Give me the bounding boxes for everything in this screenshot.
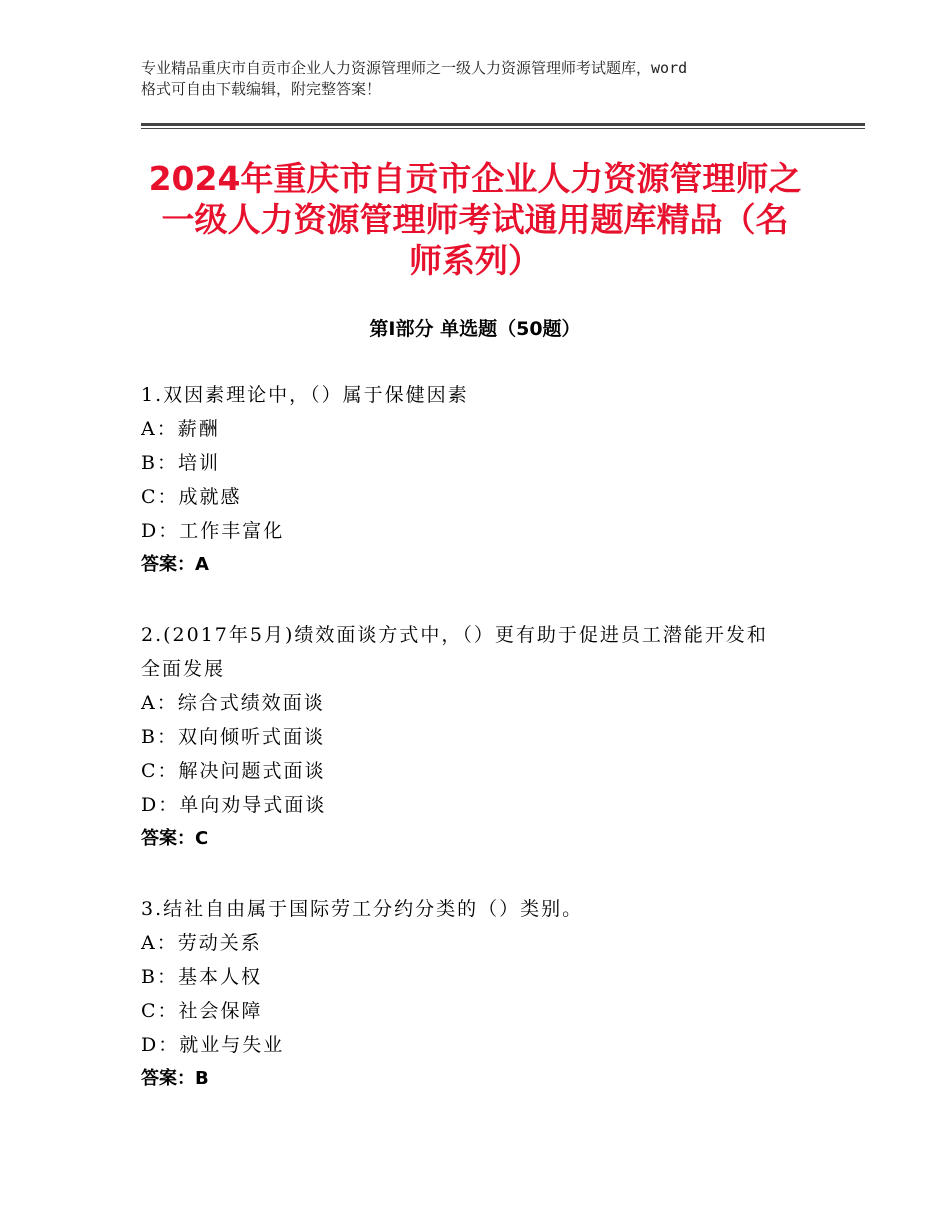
option-c: C：社会保障 [141, 1000, 263, 1022]
option-a: A：劳动关系 [141, 932, 262, 954]
question-stem: 2.(2017年5月)绩效面谈方式中，（）更有助于促进员工潜能开发和 [141, 624, 768, 646]
header-divider-thin [141, 128, 865, 129]
title-line-3: 师系列） [409, 241, 541, 280]
option-c: C：成就感 [141, 486, 242, 508]
option-b: B：双向倾听式面谈 [141, 726, 325, 748]
header-note [141, 58, 821, 100]
question-1 [141, 378, 821, 582]
header-note-line-2: 格式可自由下载编辑，附完整答案！ [141, 80, 382, 98]
option-b: B：基本人权 [141, 966, 262, 988]
header-note-line-1: 专业精品重庆市自贡市企业人力资源管理师之一级人力资源管理师考试题库，word [141, 59, 688, 77]
option-d: D：就业与失业 [141, 1034, 285, 1056]
answer-line: 答案：A [141, 554, 209, 575]
question-list [141, 378, 821, 1132]
section-heading: 第Ⅰ部分 单选题（50题） [369, 318, 581, 340]
document-title [100, 158, 850, 281]
question-2 [141, 618, 821, 856]
answer-line: 答案：B [141, 1068, 209, 1089]
option-c: C：解决问题式面谈 [141, 760, 326, 782]
option-a: A：综合式绩效面谈 [141, 692, 325, 714]
question-3 [141, 892, 821, 1096]
question-stem: 3.结社自由属于国际劳工分约分类的（）类别。 [141, 898, 584, 920]
title-line-1: 2024年重庆市自贡市企业人力资源管理师之 [148, 159, 802, 198]
title-line-2: 一级人力资源管理师考试通用题库精品（名 [161, 200, 789, 239]
question-stem-continued: 全面发展 [141, 658, 226, 680]
question-stem: 1.双因素理论中，（）属于保健因素 [141, 384, 469, 406]
option-d: D：工作丰富化 [141, 520, 285, 542]
header-divider-thick [141, 123, 865, 126]
option-d: D：单向劝导式面谈 [141, 794, 327, 816]
option-b: B：培训 [141, 452, 220, 474]
answer-line: 答案：C [141, 828, 209, 849]
option-a: A：薪酬 [141, 418, 220, 440]
